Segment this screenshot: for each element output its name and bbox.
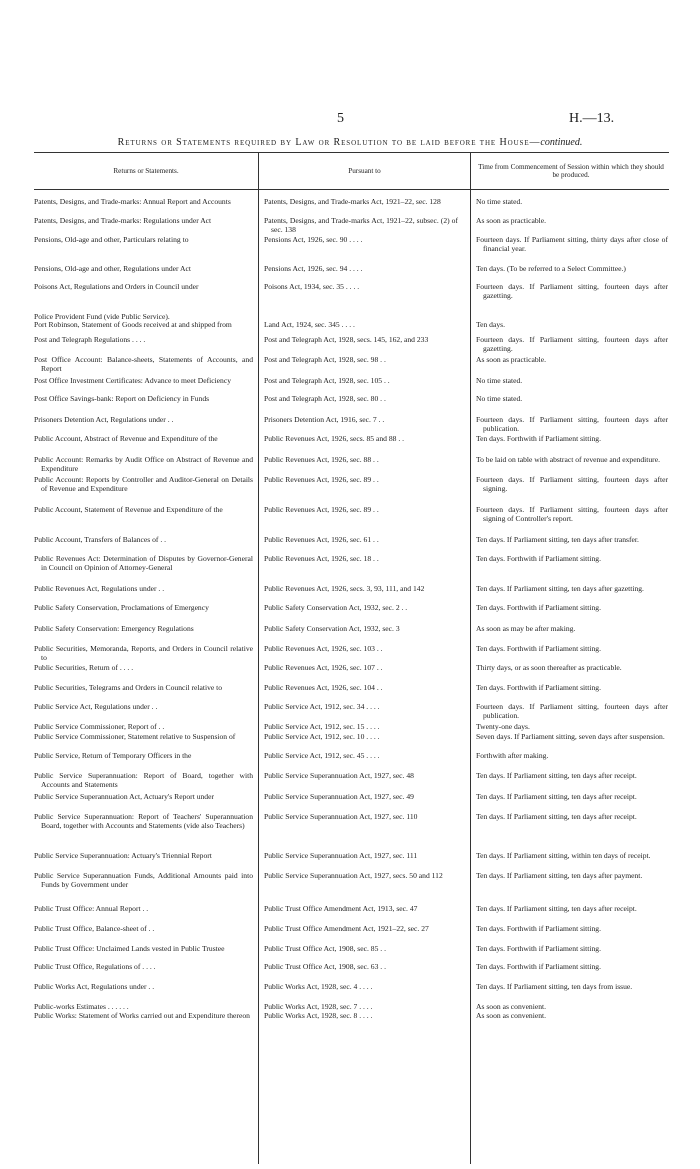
time-cell-text: Ten days. Forthwith if Parliament sitting. [476, 644, 601, 653]
returns-cell-text: Patents, Designs, and Trade-marks: Regulations under Act [34, 216, 212, 225]
pursuant-cell-text: Post and Telegraph Act, 1928, sec. 105 . . [264, 376, 390, 385]
time-cell-text: Twenty-one days. [476, 722, 530, 731]
time-cell [476, 217, 668, 226]
pursuant-cell [264, 377, 458, 386]
time-cell-text: Ten days. Forthwith if Parliament sitting. [476, 683, 601, 692]
pursuant-cell [264, 536, 458, 545]
pursuant-cell-text: Public Service Act, 1912, sec. 34 . . . . [264, 702, 380, 711]
returns-cell-text: Pensions, Old-age and other, Regulations under Act [34, 264, 192, 273]
pursuant-cell-text: Public Revenues Act, 1926, secs. 3, 93, 111, and 142 [264, 584, 425, 593]
pursuant-cell-text: Public Revenues Act, 1926, sec. 89 . . [264, 475, 379, 484]
time-cell [476, 625, 668, 634]
time-cell [476, 336, 668, 354]
time-cell-text: No time stated. [476, 197, 523, 206]
pursuant-cell-text: Pensions Act, 1926, sec. 90 . . . . [264, 235, 363, 244]
returns-cell [34, 703, 253, 712]
pursuant-cell [264, 925, 458, 934]
pursuant-cell [264, 772, 458, 781]
returns-cell-text: Public Service Superannuation: Actuary's Triennial Report [34, 851, 212, 860]
pursuant-cell-text: Public Safety Conservation Act, 1932, sec. 2 . . [264, 603, 408, 612]
time-cell-text: Ten days. Forthwith if Parliament sitting. [476, 554, 601, 563]
pursuant-cell [264, 321, 458, 330]
page-title-text: Returns or Statements required by Law or Resolution to be laid before the House— [117, 137, 541, 148]
pursuant-cell-text: Public Trust Office Amendment Act, 1921–22, sec. 27 [264, 924, 429, 933]
time-cell [476, 395, 668, 404]
time-cell-text: Ten days. Forthwith if Parliament sitting. [476, 924, 601, 933]
time-cell [476, 664, 668, 673]
returns-cell [34, 336, 253, 345]
pursuant-cell [264, 684, 458, 693]
page-number: 5 [337, 111, 344, 126]
time-cell-text: Fourteen days. If Parliament sitting, thirty days after close of financial year. [476, 235, 668, 253]
pursuant-cell [264, 265, 458, 274]
time-cell [476, 752, 668, 761]
pursuant-cell-text: Public Service Act, 1912, sec. 10 . . . . [264, 732, 380, 741]
returns-cell-text: Poisons Act, Regulations and Orders in Council under [34, 282, 199, 291]
returns-cell-text: Patents, Designs, and Trade-marks: Annual Report and Accounts [34, 197, 231, 206]
pursuant-cell [264, 723, 458, 732]
time-cell [476, 733, 668, 742]
pursuant-cell [264, 456, 458, 465]
pursuant-cell [264, 645, 458, 654]
returns-cell-text: Public Service Superannuation Act, Actuary's Report under [34, 792, 214, 801]
time-cell [476, 377, 668, 386]
time-cell [476, 872, 668, 881]
time-cell [476, 852, 668, 861]
pursuant-cell [264, 625, 458, 634]
time-cell-text: As soon as may be after making. [476, 624, 576, 633]
returns-cell-text: Police Provident Fund (vide Public Service). [34, 312, 170, 321]
returns-cell-text: Post and Telegraph Regulations . . . . [34, 335, 146, 344]
time-cell-text: Ten days. If Parliament sitting, ten days after payment. [476, 871, 643, 880]
time-cell-text: Ten days. If Parliament sitting, ten days after receipt. [476, 904, 637, 913]
pursuant-cell [264, 395, 458, 404]
time-cell-text: Seven days. If Parliament sitting, seven days after suspension. [476, 732, 665, 741]
time-cell [476, 283, 668, 301]
pursuant-cell-text: Public Works Act, 1928, sec. 4 . . . . [264, 982, 373, 991]
pursuant-cell-text: Pensions Act, 1926, sec. 94 . . . . [264, 264, 363, 273]
time-cell [476, 506, 668, 524]
pursuant-cell [264, 555, 458, 564]
pursuant-cell [264, 585, 458, 594]
column-header-returns: Returns or Statements. [113, 167, 179, 175]
returns-cell-text: Public Service Act, Regulations under . . [34, 702, 158, 711]
pursuant-cell-text: Post and Telegraph Act, 1928, secs. 145, 162, and 233 [264, 335, 429, 344]
pursuant-cell-text: Public Revenues Act, 1926, secs. 85 and 88 . . [264, 434, 405, 443]
time-cell [476, 321, 668, 330]
pursuant-cell [264, 356, 458, 365]
time-cell-text: As soon as convenient. [476, 1011, 547, 1020]
time-cell-text: Fourteen days. If Parliament sitting, fourteen days after gazetting. [476, 282, 668, 300]
pursuant-cell [264, 905, 458, 914]
returns-cell [34, 872, 253, 890]
pursuant-cell [264, 963, 458, 972]
time-cell-text: Ten days. If Parliament sitting, within ten days of receipt. [476, 851, 651, 860]
time-cell [476, 945, 668, 954]
page-title [0, 137, 700, 148]
returns-cell-text: Public Works: Statement of Works carried out and Expenditure thereon [34, 1011, 250, 1020]
pursuant-cell [264, 435, 458, 444]
column-divider-1 [258, 152, 259, 1164]
returns-cell-text: Public Account: Remarks by Audit Office on Abstract of Revenue and Expenditure [34, 455, 253, 473]
returns-cell [34, 813, 253, 831]
pursuant-cell [264, 813, 458, 822]
column-header-pursuant: Pursuant to [348, 167, 381, 175]
time-cell-text: Ten days. (To be referred to a Select Committee.) [476, 264, 626, 273]
time-cell [476, 236, 668, 254]
returns-cell [34, 506, 253, 515]
time-cell [476, 265, 668, 274]
time-cell-text: Ten days. If Parliament sitting, ten days after gazetting. [476, 584, 644, 593]
time-cell [476, 416, 668, 434]
time-cell-text: Fourteen days. If Parliament sitting, fourteen days after publication. [476, 702, 668, 720]
time-cell [476, 703, 668, 721]
returns-cell [34, 733, 253, 742]
returns-cell [34, 983, 253, 992]
pursuant-cell [264, 733, 458, 742]
pursuant-cell [264, 336, 458, 345]
returns-cell-text: Public Revenues Act, Regulations under . . [34, 584, 165, 593]
time-cell [476, 435, 668, 444]
time-cell [476, 536, 668, 545]
pursuant-cell [264, 752, 458, 761]
time-cell [476, 793, 668, 802]
returns-cell [34, 456, 253, 474]
time-cell [476, 555, 668, 564]
time-cell-text: Fourteen days. If Parliament sitting, fourteen days after publication. [476, 415, 668, 433]
pursuant-cell [264, 793, 458, 802]
time-cell [476, 456, 668, 465]
returns-cell [34, 377, 253, 386]
pursuant-cell-text: Public Revenues Act, 1926, sec. 104 . . [264, 683, 383, 692]
time-cell-text: Fourteen days. If Parliament sitting, fourteen days after signing of Controller's report. [476, 505, 668, 523]
time-cell-text: Ten days. If Parliament sitting, ten days after receipt. [476, 771, 637, 780]
returns-cell-text: Public Works Act, Regulations under . . [34, 982, 155, 991]
pursuant-cell-text: Public Revenues Act, 1926, sec. 61 . . [264, 535, 379, 544]
pursuant-cell-text: Post and Telegraph Act, 1928, sec. 98 . . [264, 355, 386, 364]
pursuant-cell-text: Public Service Superannuation Act, 1927, sec. 111 [264, 851, 418, 860]
pursuant-cell [264, 852, 458, 861]
time-cell-text: Fourteen days. If Parliament sitting, fourteen days after signing. [476, 475, 668, 493]
pursuant-cell-text: Public Service Act, 1912, sec. 45 . . . . [264, 751, 380, 760]
pursuant-cell-text: Public Trust Office Act, 1908, sec. 85 . . [264, 944, 386, 953]
returns-cell-text: Public Service Commissioner, Report of . . [34, 722, 165, 731]
document-reference: H.—13. [569, 111, 615, 126]
returns-cell [34, 645, 253, 663]
pursuant-cell [264, 703, 458, 712]
pursuant-cell-text: Patents, Designs, and Trade-marks Act, 1921–22, subsec. (2) of sec. 138 [264, 216, 458, 234]
pursuant-cell-text: Public Trust Office Amendment Act, 1913, sec. 47 [264, 904, 418, 913]
returns-cell [34, 625, 253, 634]
returns-cell [34, 852, 253, 861]
returns-cell-text: Public Account, Abstract of Revenue and Expenditure of the [34, 434, 218, 443]
pursuant-cell-text: Poisons Act, 1934, sec. 35 . . . . [264, 282, 360, 291]
returns-cell [34, 905, 253, 914]
returns-cell-text: Public Service Superannuation: Report of Board, together with Accounts and Statements [34, 771, 253, 789]
time-cell [476, 356, 668, 365]
returns-cell-text: Public Securities, Return of . . . . [34, 663, 134, 672]
pursuant-cell [264, 604, 458, 613]
time-cell-text: Ten days. Forthwith if Parliament sitting. [476, 944, 601, 953]
time-cell [476, 604, 668, 613]
time-cell [476, 813, 668, 822]
returns-cell-text: Public-works Estimates . . . . . . [34, 1002, 129, 1011]
time-cell-text: Ten days. If Parliament sitting, ten days after receipt. [476, 812, 637, 821]
time-cell [476, 963, 668, 972]
time-cell [476, 684, 668, 693]
returns-cell [34, 963, 253, 972]
returns-cell [34, 555, 253, 573]
returns-cell-text: Prisoners Detention Act, Regulations under . . [34, 415, 174, 424]
time-cell-text: Ten days. Forthwith if Parliament sitting. [476, 962, 601, 971]
pursuant-cell-text: Public Revenues Act, 1926, sec. 89 . . [264, 505, 379, 514]
returns-cell [34, 283, 253, 292]
returns-cell [34, 664, 253, 673]
pursuant-cell-text: Public Works Act, 1928, sec. 7 . . . . [264, 1002, 373, 1011]
time-cell-text: As soon as convenient. [476, 1002, 547, 1011]
returns-cell [34, 793, 253, 802]
pursuant-cell [264, 283, 458, 292]
returns-cell-text: Public Account, Transfers of Balances of . . [34, 535, 167, 544]
pursuant-cell-text: Post and Telegraph Act, 1928, sec. 80 . . [264, 394, 386, 403]
returns-cell [34, 356, 253, 374]
time-cell [476, 1012, 668, 1021]
returns-cell-text: Public Trust Office, Regulations of . . . . [34, 962, 156, 971]
pursuant-cell [264, 416, 458, 425]
returns-cell-text: Public Securities, Telegrams and Orders in Council relative to [34, 683, 223, 692]
time-cell-text: Ten days. Forthwith if Parliament sitting. [476, 434, 601, 443]
returns-cell [34, 752, 253, 761]
returns-cell [34, 198, 253, 207]
table-header-rule [34, 189, 669, 190]
returns-cell-text: Public Service Commissioner, Statement relative to Suspension of [34, 732, 236, 741]
returns-cell-text: Public Revenues Act: Determination of Disputes by Governor-General in Council on Opinion of Attorney-General [34, 554, 253, 572]
returns-cell [34, 772, 253, 790]
time-cell [476, 645, 668, 654]
time-cell [476, 925, 668, 934]
time-cell-text: To be laid on table with abstract of revenue and expenditure. [476, 455, 660, 464]
pursuant-cell [264, 664, 458, 673]
pursuant-cell-text: Land Act, 1924, sec. 345 . . . . [264, 320, 355, 329]
returns-cell-text: Post Office Account: Balance-sheets, Statements of Accounts, and Report [34, 355, 253, 373]
time-cell [476, 905, 668, 914]
returns-cell-text: Public Trust Office: Unclaimed Lands vested in Public Trustee [34, 944, 225, 953]
pursuant-cell [264, 1012, 458, 1021]
returns-cell [34, 925, 253, 934]
pursuant-cell-text: Public Service Superannuation Act, 1927, secs. 50 and 112 [264, 871, 443, 880]
pursuant-cell-text: Public Trust Office Act, 1908, sec. 63 . . [264, 962, 386, 971]
returns-cell-text: Public Safety Conservation: Emergency Regulations [34, 624, 194, 633]
pursuant-cell-text: Public Service Superannuation Act, 1927, sec. 49 [264, 792, 414, 801]
time-cell-text: Forthwith after making. [476, 751, 549, 760]
pursuant-cell [264, 945, 458, 954]
time-cell-text: Ten days. Forthwith if Parliament sitting. [476, 603, 601, 612]
time-cell-text: Ten days. If Parliament sitting, ten days after receipt. [476, 792, 637, 801]
pursuant-cell [264, 236, 458, 245]
time-cell-text: No time stated. [476, 376, 523, 385]
time-cell [476, 723, 668, 732]
time-cell [476, 772, 668, 781]
column-header-time: Time from Commencement of Session within which they should be produced. [478, 163, 664, 179]
pursuant-cell [264, 217, 458, 235]
pursuant-cell-text: Patents, Designs, and Trade-marks Act, 1921–22, sec. 128 [264, 197, 441, 206]
returns-cell-text: Public Trust Office, Balance-sheet of . . [34, 924, 155, 933]
returns-cell-text: Public Account: Reports by Controller and Auditor-General on Details of Revenue and Expenditure [34, 475, 253, 493]
pursuant-cell-text: Public Revenues Act, 1926, sec. 107 . . [264, 663, 383, 672]
time-cell-text: No time stated. [476, 394, 523, 403]
pursuant-cell-text: Public Revenues Act, 1926, sec. 103 . . [264, 644, 383, 653]
time-cell [476, 476, 668, 494]
returns-cell-text: Public Trust Office: Annual Report . . [34, 904, 149, 913]
time-cell-text: Ten days. If Parliament sitting, ten days after transfer. [476, 535, 639, 544]
returns-cell [34, 476, 253, 494]
returns-cell-text: Post Office Savings-bank: Report on Deficiency in Funds [34, 394, 210, 403]
page-title-continued: continued. [540, 137, 583, 148]
returns-cell-text: Public Securities, Memoranda, Reports, and Orders in Council relative to [34, 644, 253, 662]
returns-cell-text: Pensions, Old-age and other, Particulars relating to [34, 235, 189, 244]
returns-cell [34, 435, 253, 444]
time-cell [476, 198, 668, 207]
returns-cell [34, 585, 253, 594]
returns-cell [34, 723, 253, 732]
pursuant-cell-text: Public Service Superannuation Act, 1927, sec. 48 [264, 771, 414, 780]
returns-cell [34, 684, 253, 693]
returns-cell [34, 265, 253, 274]
pursuant-cell [264, 506, 458, 515]
table-top-rule [34, 152, 669, 153]
time-cell [476, 585, 668, 594]
returns-cell [34, 945, 253, 954]
returns-cell-text: Public Service Superannuation: Report of Teachers' Superannuation Board, together with Accounts and Statements (vide also Teachers) [34, 812, 253, 830]
pursuant-cell [264, 476, 458, 485]
time-cell-text: Ten days. [476, 320, 505, 329]
returns-cell-text: Public Account, Statement of Revenue and Expenditure of the [34, 505, 223, 514]
time-cell-text: As soon as practicable. [476, 355, 547, 364]
returns-cell [34, 321, 253, 330]
pursuant-cell-text: Prisoners Detention Act, 1916, sec. 7 . . [264, 415, 385, 424]
pursuant-cell-text: Public Revenues Act, 1926, sec. 18 . . [264, 554, 379, 563]
time-cell-text: Ten days. If Parliament sitting, ten days from issue. [476, 982, 633, 991]
time-cell-text: Thirty days, or as soon thereafter as practicable. [476, 663, 622, 672]
returns-cell [34, 217, 253, 226]
returns-cell-text: Public Service, Return of Temporary Officers in the [34, 751, 192, 760]
time-cell-text: Fourteen days. If Parliament sitting, fourteen days after gazetting. [476, 335, 668, 353]
returns-cell [34, 1012, 253, 1021]
returns-cell-text: Post Office Investment Certificates: Advance to meet Deficiency [34, 376, 232, 385]
pursuant-cell-text: Public Service Act, 1912, sec. 15 . . . . [264, 722, 380, 731]
pursuant-cell-text: Public Revenues Act, 1926, sec. 88 . . [264, 455, 379, 464]
pursuant-cell [264, 872, 458, 881]
pursuant-cell [264, 198, 458, 207]
pursuant-cell-text: Public Works Act, 1928, sec. 8 . . . . [264, 1011, 373, 1020]
returns-cell-text: Port Robinson, Statement of Goods received at and shipped from [34, 320, 232, 329]
time-cell [476, 983, 668, 992]
returns-cell [34, 604, 253, 613]
returns-cell [34, 536, 253, 545]
returns-cell [34, 416, 253, 425]
time-cell-text: As soon as practicable. [476, 216, 547, 225]
returns-cell-text: Public Safety Conservation, Proclamations of Emergency [34, 603, 209, 612]
returns-cell-text: Public Service Superannuation Funds, Additional Amounts paid into Funds by Government under [34, 871, 253, 889]
pursuant-cell-text: Public Service Superannuation Act, 1927, sec. 110 [264, 812, 418, 821]
pursuant-cell-text: Public Safety Conservation Act, 1932, sec. 3 [264, 624, 400, 633]
pursuant-cell [264, 983, 458, 992]
column-divider-2 [470, 152, 471, 1164]
returns-cell [34, 236, 253, 245]
returns-cell [34, 395, 253, 404]
